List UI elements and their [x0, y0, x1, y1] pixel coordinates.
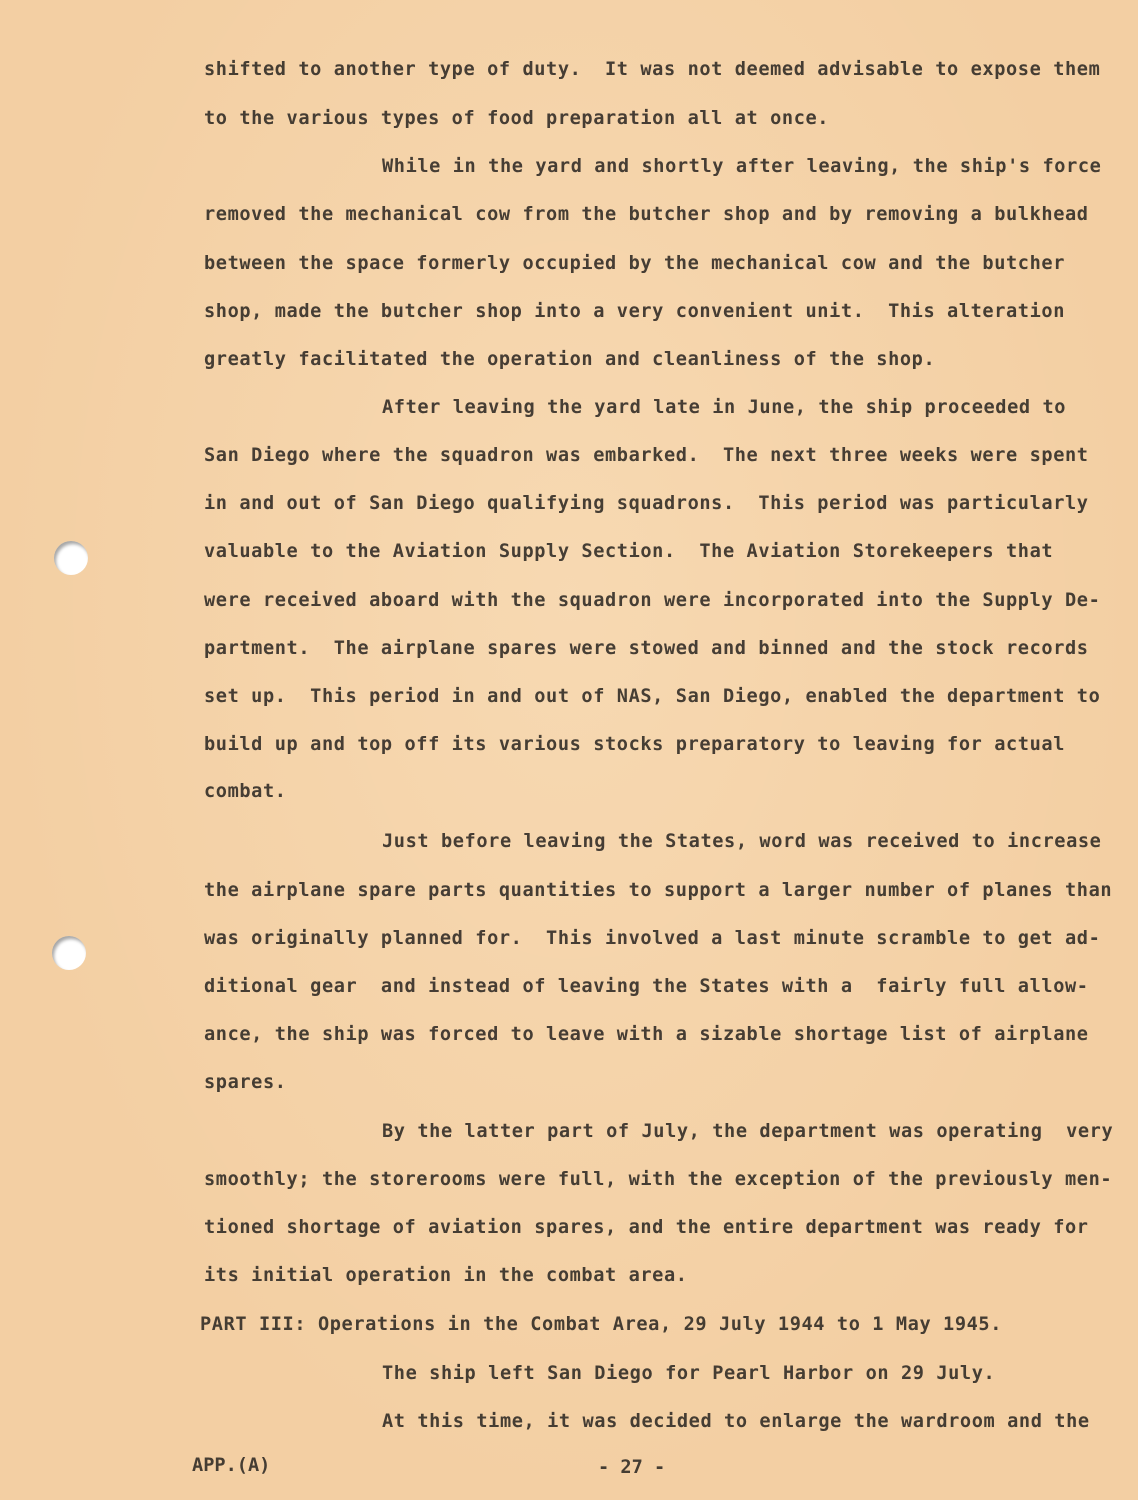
text-line: greatly facilitated the operation and cleanliness of the shop. [204, 349, 936, 370]
text-line: was originally planned for. This involved a last minute scramble to get ad- [204, 928, 1101, 949]
paragraph-start-line: The ship left San Diego for Pearl Harbor on 29 July. [382, 1363, 996, 1384]
text-line: its initial operation in the combat area. [204, 1265, 688, 1286]
paragraph-start-line: After leaving the yard late in June, the ship proceeded to [382, 397, 1067, 418]
text-line: smoothly; the storerooms were full, with the exception of the previously men- [204, 1169, 1113, 1190]
page-number: - 27 - [598, 1457, 666, 1478]
text-line: build up and top off its various stocks preparatory to leaving for actual [204, 734, 1065, 755]
binder-hole-bottom [52, 936, 86, 970]
text-line: between the space formerly occupied by the mechanical cow and the butcher [204, 253, 1065, 274]
text-line: set up. This period in and out of NAS, San Diego, enabled the department to [204, 686, 1101, 707]
text-line: shifted to another type of duty. It was not deemed advisable to expose them [204, 59, 1101, 80]
text-line: the airplane spare parts quantities to support a larger number of planes than [204, 880, 1113, 901]
text-line: partment. The airplane spares were stowed and binned and the stock records [204, 638, 1089, 659]
text-line: in and out of San Diego qualifying squadrons. This period was particularly [204, 493, 1089, 514]
appendix-label: APP.(A) [192, 1455, 271, 1476]
text-line: tioned shortage of aviation spares, and the entire department was ready for [204, 1217, 1089, 1238]
section-heading: PART III: Operations in the Combat Area, 29 July 1944 to 1 May 1945. [200, 1314, 1003, 1335]
text-line: combat. [204, 781, 287, 802]
paragraph-start-line: At this time, it was decided to enlarge the wardroom and the [382, 1411, 1090, 1432]
text-line: ance, the ship was forced to leave with a sizable shortage list of airplane [204, 1024, 1089, 1045]
text-line: spares. [204, 1072, 287, 1093]
paragraph-start-line: While in the yard and shortly after leaving, the ship's force [382, 156, 1102, 177]
binder-hole-top [54, 541, 88, 575]
text-line: removed the mechanical cow from the butcher shop and by removing a bulkhead [204, 204, 1089, 225]
text-line: shop, made the butcher shop into a very convenient unit. This alteration [204, 301, 1065, 322]
text-line: ditional gear and instead of leaving the States with a fairly full allow- [204, 976, 1089, 997]
paragraph-start-line: By the latter part of July, the department was operating very [382, 1121, 1114, 1142]
text-line: valuable to the Aviation Supply Section. The Aviation Storekeepers that [204, 541, 1054, 562]
text-line: San Diego where the squadron was embarked. The next three weeks were spent [204, 445, 1089, 466]
paragraph-start-line: Just before leaving the States, word was received to increase [382, 831, 1102, 852]
text-line: to the various types of food preparation all at once. [204, 108, 830, 129]
text-line: were received aboard with the squadron were incorporated into the Supply De- [204, 590, 1101, 611]
